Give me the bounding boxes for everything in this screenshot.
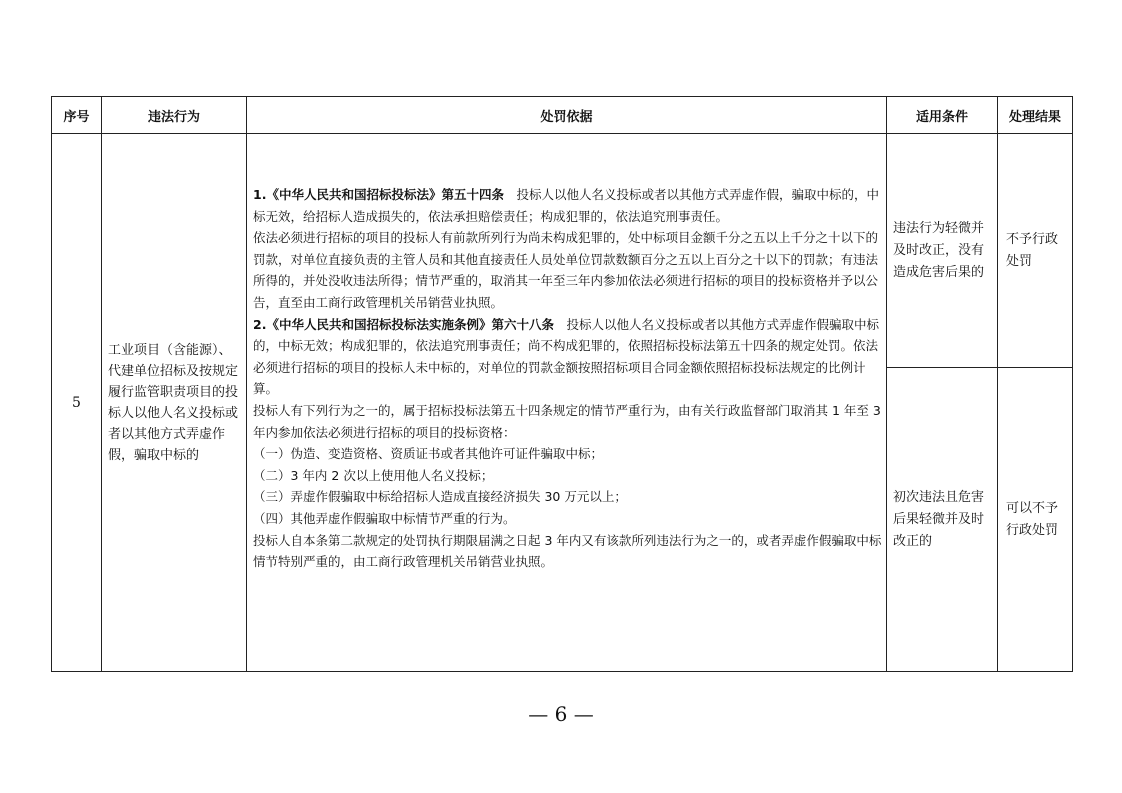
header-condition: 适用条件 [887, 97, 998, 134]
header-basis: 处罚依据 [247, 97, 887, 134]
law-text: 投标人以他人名义投标或者以其他方式弄虚作假，骗取中标的，中标无效，给招标人造成损失的，依法承担赔偿责任；构成犯罪的，依法追究刑事责任。 [253, 187, 879, 224]
header-result: 处理结果 [998, 97, 1073, 134]
cell-condition-2: 初次违法且危害后果轻微并及时改正的 [887, 368, 998, 672]
reg-paragraph-3: 投标人自本条第二款规定的处罚执行期限届满之日起 3 年内又有该款所列违法行为之一的，或者弄虚作假骗取中标情节特别严重的，由工商行政管理机关吊销营业执照。 [253, 532, 882, 570]
page-number: — 6 — [528, 702, 594, 726]
header-seq: 序号 [52, 97, 102, 134]
header-violation: 违法行为 [102, 97, 247, 134]
list-item: （四）其他弄虚作假骗取中标情节严重的行为。 [253, 510, 516, 526]
cell-result-1: 不予行政处罚 [998, 134, 1073, 368]
law-title: 1.《中华人民共和国招标投标法》第五十四条 [253, 187, 504, 203]
reg-title: 2.《中华人民共和国招标投标法实施条例》第六十八条 [253, 316, 554, 332]
law-paragraph [253, 184, 882, 227]
list-item: （三）弄虚作假骗取中标给招标人造成直接经济损失 30 万元以上； [253, 489, 627, 505]
cell-condition-1: 违法行为轻微并及时改正，没有造成危害后果的 [887, 134, 998, 368]
reg-paragraph-2: 投标人有下列行为之一的，属于招标投标法第五十四条规定的情节严重行为，由有关行政监督部门取消其 1 年至 3 年内参加依法必须进行招标的项目的投标资格： [253, 403, 881, 440]
cell-basis [247, 134, 887, 672]
list-item: （二）3 年内 2 次以上使用他人名义投标； [253, 467, 494, 483]
cell-seq: 5 [52, 134, 102, 672]
reg-paragraph [253, 314, 882, 400]
cell-result-2: 可以不予行政处罚 [998, 368, 1073, 672]
header-row [52, 97, 1073, 134]
table-row [52, 134, 1073, 368]
law-paragraph-2: 依法必须进行招标的项目的投标人有前款所列行为尚未构成犯罪的，处中标项目金额千分之五以上千分之十以下的罚款，对单位直接负责的主管人员和其他直接责任人员处单位罚款数额百分之五以上百分之十以下的罚款；有违法所得的，并处没收违法所得；情节严重的，取消其一年至三年内参加依法必须进行招标的项目的投标资格并予以公告，直至由工商行政管理机关吊销营业执照。 [253, 230, 879, 311]
reg-text: 投标人以他人名义投标或者以其他方式弄虚作假骗取中标的，中标无效；构成犯罪的，依法追究刑事责任；尚不构成犯罪的，依照招标投标法第五十四条的规定处罚。依法必须进行招标的项目的投标人未中标的，对单位的罚款金额按照招标项目合同金额依照招标投标法规定的比例计算。 [253, 316, 879, 397]
list-item: （一）伪造、变造资格、资质证书或者其他许可证件骗取中标； [253, 446, 604, 462]
penalty-table [51, 96, 1073, 672]
cell-violation: 工业项目（含能源）、代建单位招标及按规定履行监管职责项目的投标人以他人名义投标或者以其他方式弄虚作假，骗取中标的 [102, 134, 247, 672]
